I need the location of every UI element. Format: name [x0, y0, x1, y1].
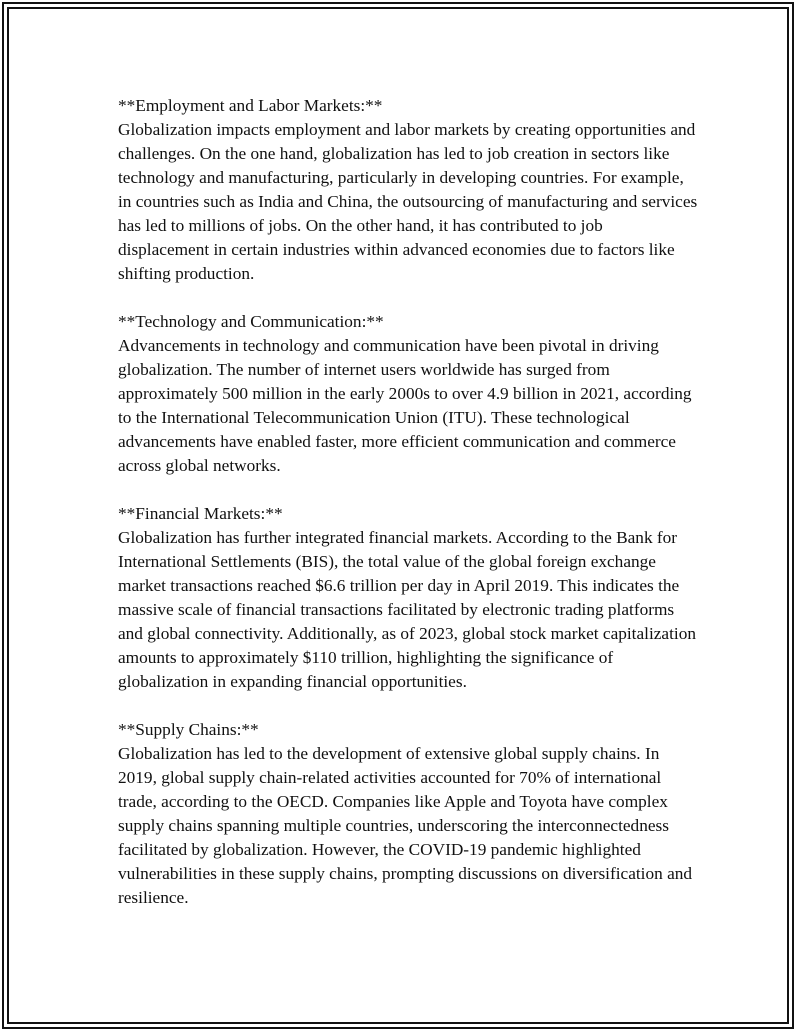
section-supply-chains: [118, 718, 698, 910]
section-heading: **Financial Markets:**: [118, 504, 283, 523]
document-content: [118, 94, 698, 934]
section-technology-communication: [118, 310, 698, 478]
section-body: Globalization has led to the development of extensive global supply chains. In 2019, global supply chain-related activities accounted for 70% of international trade, according to the OECD. Companies like Apple and Toyota have complex supply chains spanning multiple countries, underscoring the interconnectedness facilitated by globalization. However, the COVID-19 pandemic highlighted vulnerabilities in these supply chains, prompting discussions on diversification and resilience.: [118, 744, 693, 907]
section-body: Globalization impacts employment and labor markets by creating opportunities and challenges. On the one hand, globalization has led to job creation in sectors like technology and manufacturing, particularly in developing countries. For example, in countries such as India and China, the outsourcing of manufacturing and services has led to millions of jobs. On the other hand, it has contributed to job displacement in certain industries within advanced economies due to factors like shifting production.: [118, 120, 698, 283]
section-employment-labor-markets: [118, 94, 698, 286]
section-heading: **Employment and Labor Markets:**: [118, 96, 383, 115]
section-body: Advancements in technology and communication have been pivotal in driving globalization. The number of internet users worldwide has surged from approximately 500 million in the early 2000s to over 4.9 billion in 2021, according to the International Telecommunication Union (ITU). These technological advancements have enabled faster, more efficient communication and commerce across global networks.: [118, 336, 692, 475]
section-heading: **Supply Chains:**: [118, 720, 259, 739]
section-financial-markets: [118, 502, 698, 694]
section-body: Globalization has further integrated financial markets. According to the Bank for International Settlements (BIS), the total value of the global foreign exchange market transactions reached $6.6 trillion per day in April 2019. This indicates the massive scale of financial transactions facilitated by electronic trading platforms and global connectivity. Additionally, as of 2023, global stock market capitalization amounts to approximately $110 trillion, highlighting the significance of globalization in expanding financial opportunities.: [118, 528, 696, 691]
section-heading: **Technology and Communication:**: [118, 312, 384, 331]
